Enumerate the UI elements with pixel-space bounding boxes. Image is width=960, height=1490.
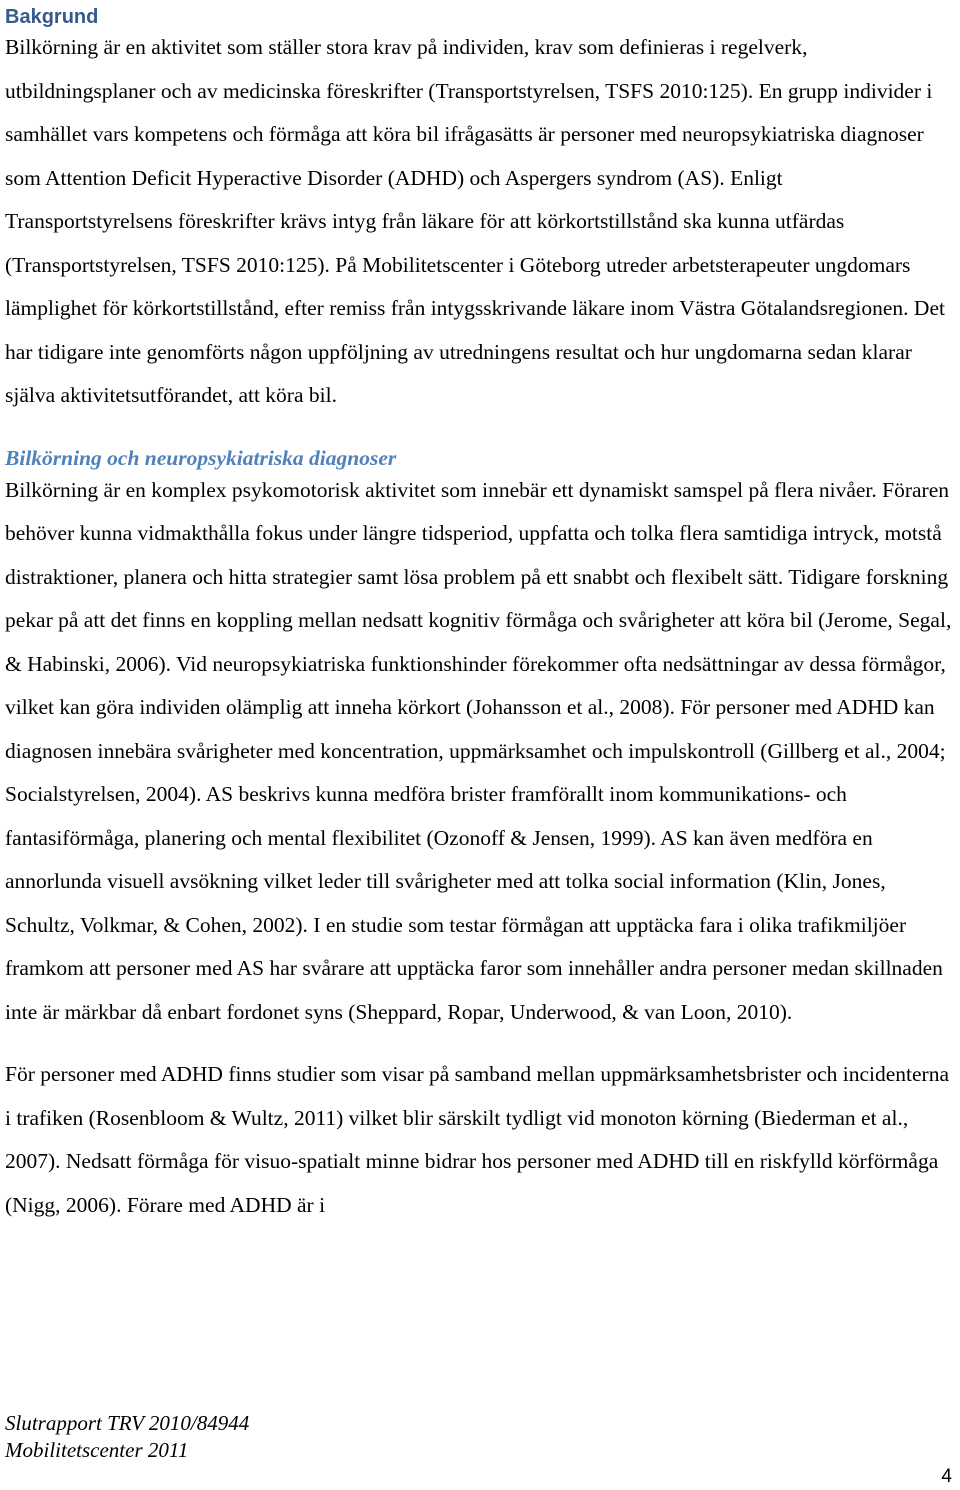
footer-organization: Mobilitetscenter 2011 — [5, 1438, 189, 1462]
section-heading-neuropsykiatriska: Bilkörning och neuropsykiatriska diagnoser — [5, 445, 397, 470]
paragraph-bilkorning: Bilkörning är en komplex psykomotorisk aktivitet som innebär ett dynamiskt samspel på flera nivåer. Föraren behöver kunna vidmakthålla fokus under längre tidsperiod, uppfatta och tolka flera samtidiga intryck, motstå distraktioner, planera och hitta strategier samt lösa problem på ett snabbt och flexibelt sätt. Tidigare forskning pekar på att det finns en koppling mellan nedsatt kognitiv förmåga och svårigheter att köra bil (Jerome, Segal, & Habinski, 2006). Vid neuropsykiatriska funktionshinder förekommer ofta nedsättningar av dessa förmågor, vilket kan göra individen olämplig att inneha körkort (Johansson et al., 2008). För personer med ADHD kan diagnosen innebära svårigheter med koncentration, uppmärksamhet och impulskontroll (Gillberg et al., 2004; Socialstyrelsen, 2004). AS beskrivs kunna medföra brister framförallt inom kommunikations- och fantasiförmåga, planering och mental flexibilitet (Ozonoff & Jensen, 1999). AS kan även medföra en annorlunda visuell avsökning vilket leder till svårigheter med att tolka social information (Klin, Jones, Schultz, Volkmar, & Cohen, 2002). I en studie som testar förmågan att upptäcka fara i olika trafikmiljöer framkom att personer med AS har svårare att upptäcka faror som innehåller andra personer medan skillnaden inte är märkbar då enbart fordonet syns (Sheppard, Ropar, Underwood, & van Loon, 2010). — [5, 477, 952, 1024]
page-footer — [5, 1410, 249, 1464]
paragraph-adhd: För personer med ADHD finns studier som visar på samband mellan uppmärksamhetsbrister och incidenterna i trafiken (Rosenbloom & Wultz, 2011) vilket blir särskilt tydligt vid monoton körning (Biederman et al., 2007). Nedsatt förmåga för visuo-spatialt minne bidrar hos personer med ADHD till en riskfylld körförmåga (Nigg, 2006). Förare med ADHD är i — [5, 1062, 949, 1217]
document-page — [5, 0, 955, 1227]
footer-report-id: Slutrapport TRV 2010/84944 — [5, 1411, 250, 1435]
paragraph-bakgrund: Bilkörning är en aktivitet som ställer stora krav på individen, krav som definieras i regelverk, utbildningsplaner och av medicinska föreskrifter (Transportstyrelsen, TSFS 2010:125). En grupp individer i samhället vars kompetens och förmåga att köra bil ifrågasätts är personer med neuropsykiatriska diagnoser som Attention Deficit Hyperactive Disorder (ADHD) och Aspergers syndrom (AS). Enligt Transportstyrelsens föreskrifter krävs intyg från läkare för att körkortstillstånd ska kunna utfärdas (Transportstyrelsen, TSFS 2010:125). På Mobilitetscenter i Göteborg utreder arbetsterapeuter ungdomars lämplighet för körkortstillstånd, efter remiss från intygsskrivande läkare inom Västra Götalandsregionen. Det har tidigare inte genomförts någon uppföljning av utredningens resultat och hur ungdomarna sedan klarar själva aktivitetsutförandet, att köra bil. — [5, 35, 945, 407]
page-number: 4 — [941, 1466, 952, 1487]
section-heading-bakgrund: Bakgrund — [5, 6, 99, 28]
